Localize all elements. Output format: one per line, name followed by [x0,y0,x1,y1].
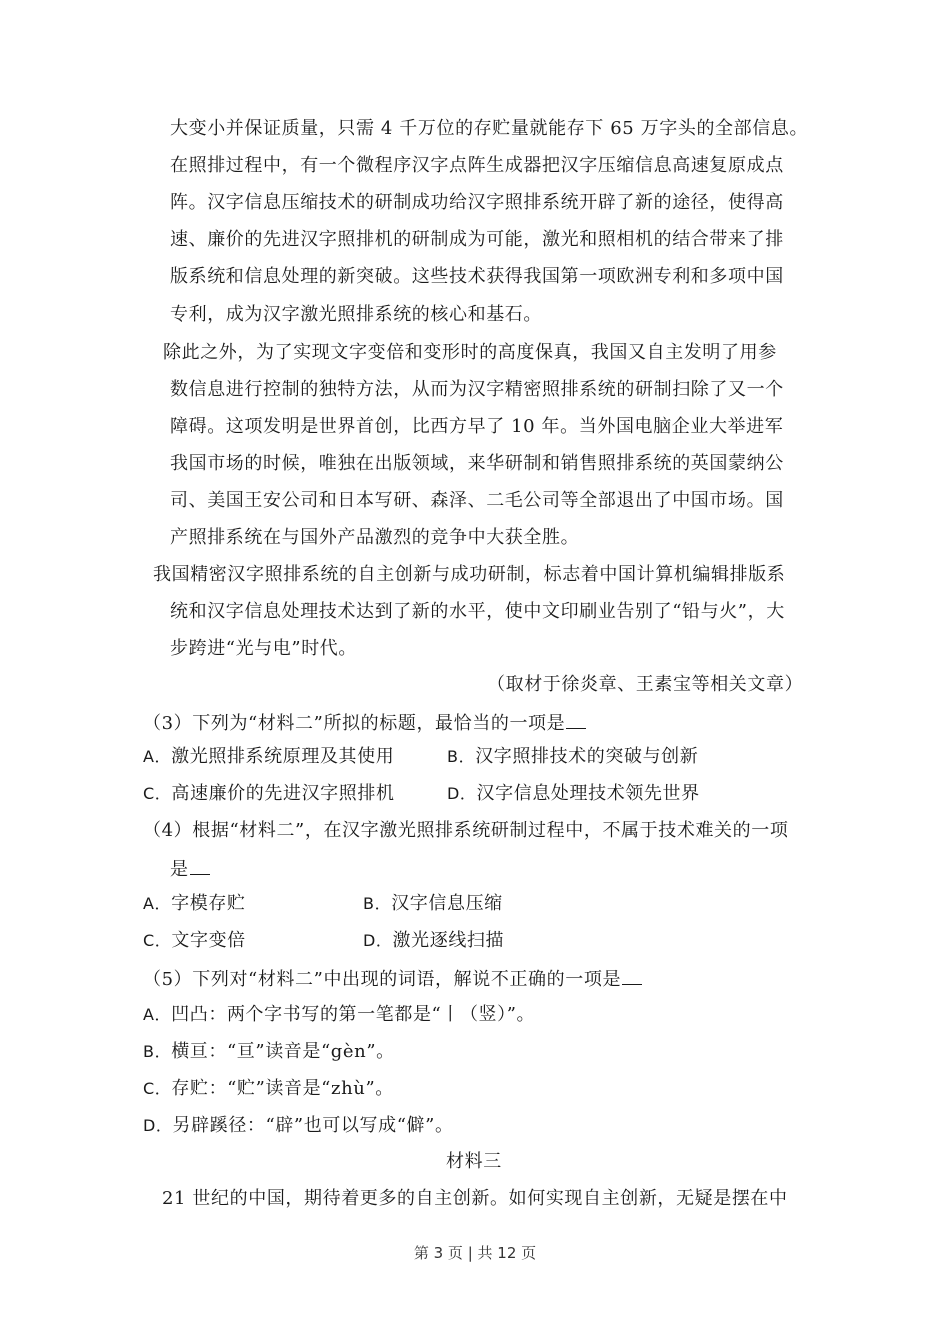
question-stem: （4）根据“材料二”，在汉字激光照排系统研制过程中，不属于技术难关的一项 [143,820,789,841]
answer-blank[interactable] [566,710,586,729]
option-label: C． [143,784,172,803]
text-line: 在照排过程中，有一个微程序汉字点阵生成器把汉字压缩信息高速复原成点 [170,155,784,176]
source-citation: （取材于徐炎章、王素宝等相关文章） [487,674,804,695]
option-label: D． [447,784,477,803]
option-text: 横亘：“亘”读音是“gèn”。 [171,1041,395,1062]
option-a[interactable] [143,1003,535,1027]
option-b[interactable] [447,745,698,769]
text-line: 我国精密汉字照排系统的自主创新与成功研制，标志着中国计算机编辑排版系 [153,564,786,585]
option-text: 高速廉价的先进汉字照排机 [171,783,395,804]
answer-blank[interactable] [622,966,642,985]
option-label: A． [143,894,172,913]
option-text: 激光逐线扫描 [392,930,505,951]
text-line: 版系统和信息处理的新突破。这些技术获得我国第一项欧洲专利和多项中国 [170,266,784,287]
option-label: B． [447,747,476,766]
text-line: 数信息进行控制的独特方法，从而为汉字精密照排系统的研制扫除了又一个 [170,379,784,400]
option-a[interactable] [143,892,246,916]
question-stem-text: （3）下列为“材料二”所拟的标题，最恰当的一项是 [143,713,566,734]
option-text: 汉字照排技术的突破与创新 [475,746,699,767]
option-c[interactable] [143,1077,394,1101]
option-text: 凹凸：两个字书写的第一笔都是“丨（竖）”。 [171,1004,536,1025]
option-b[interactable] [363,892,503,916]
text-line: 速、廉价的先进汉字照排机的研制成为可能，激光和照相机的结合带来了排 [170,229,784,250]
option-d[interactable] [447,782,700,806]
question-stem [143,710,586,736]
option-label: A． [143,1005,172,1024]
option-text: 汉字信息压缩 [391,893,503,914]
option-text: 激光照排系统原理及其使用 [171,746,395,767]
option-b[interactable] [143,1040,395,1064]
text-line: 阵。汉字信息压缩技术的研制成功给汉字照排系统开辟了新的途径，使得高 [170,192,784,213]
question-stem [143,966,642,992]
text-line: 大变小并保证质量，只需 4 千万位的存贮量就能存下 65 万字头的全部信息。 [170,118,809,139]
option-label: C． [143,1079,172,1098]
option-label: D． [363,931,393,950]
option-text: 汉字信息处理技术领先世界 [476,783,700,804]
option-text: 另辟蹊径：“辟”也可以写成“僻”。 [172,1115,454,1136]
text-line: 障碍。这项发明是世界首创，比西方早了 10 年。当外国电脑企业大举进军 [170,416,784,437]
text-line: 专利，成为汉字激光照排系统的核心和基石。 [170,304,542,325]
option-label: A． [143,747,172,766]
option-text: 文字变倍 [171,930,246,951]
material-three-heading: 材料三 [446,1151,502,1172]
text-line: 除此之外，为了实现文字变倍和变形时的高度保真，我国又自主发明了用参 [163,342,777,363]
option-d[interactable] [143,1114,454,1138]
option-text: 字模存贮 [171,893,246,914]
text-line: 21 世纪的中国，期待着更多的自主创新。如何实现自主创新，无疑是摆在中 [162,1188,788,1209]
question-stem-text: 是 [170,859,189,880]
page-indicator: 第 3 页 | 共 12 页 [413,1244,537,1262]
text-line: 司、美国王安公司和日本写研、森泽、二毛公司等全部退出了中国市场。国 [170,490,784,511]
option-d[interactable] [363,929,504,953]
text-line: 我国市场的时候，唯独在出版领域，来华研制和销售照排系统的英国蒙纳公 [170,453,784,474]
option-label: C． [143,931,172,950]
option-text: 存贮：“贮”读音是“zhù”。 [171,1078,394,1099]
question-stem-continued [170,856,210,882]
option-label: D． [143,1116,173,1135]
text-line: 统和汉字信息处理技术达到了新的水平，使中文印刷业告别了“铅与火”，大 [170,601,785,622]
option-label: B． [363,894,392,913]
option-c[interactable] [143,782,395,806]
answer-blank[interactable] [190,856,210,875]
option-c[interactable] [143,929,246,953]
option-a[interactable] [143,745,394,769]
text-line: 步跨进“光与电”时代。 [170,638,358,659]
question-stem-text: （5）下列对“材料二”中出现的词语，解说不正确的一项是 [143,969,622,990]
text-line: 产照排系统在与国外产品激烈的竞争中大获全胜。 [170,527,580,548]
option-label: B． [143,1042,172,1061]
